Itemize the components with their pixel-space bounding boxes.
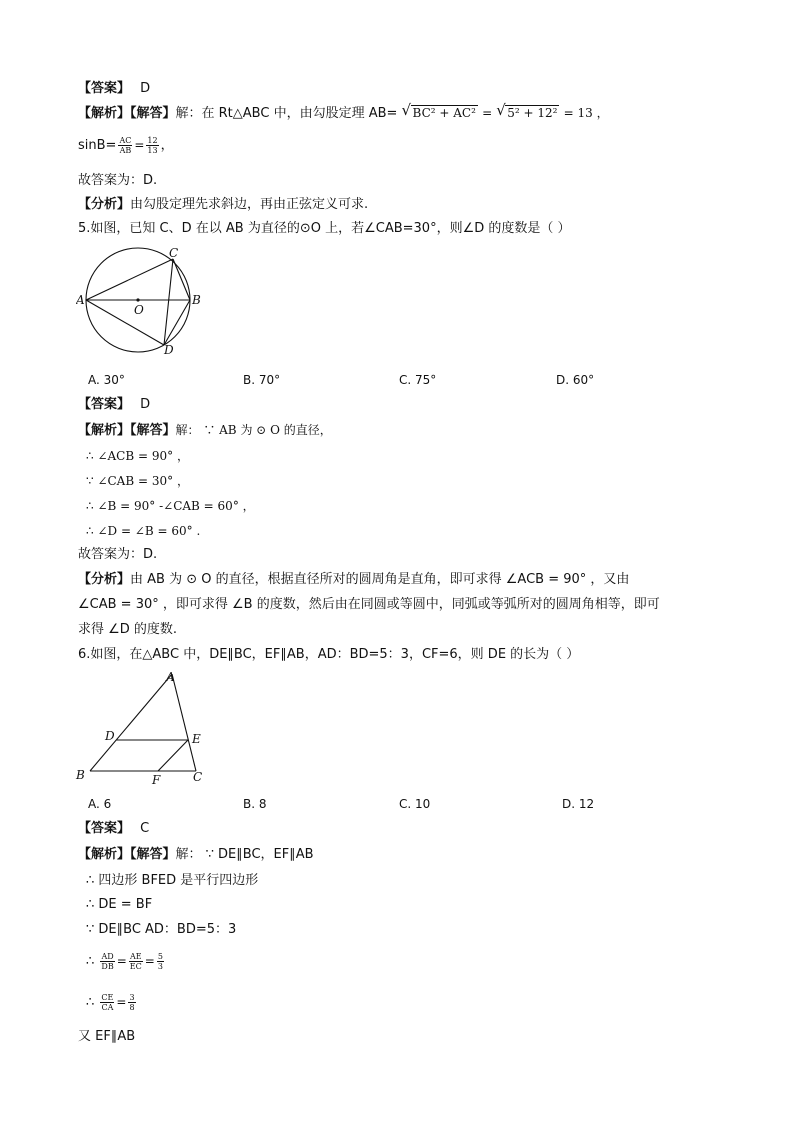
q6-step-3: ∵ DE∥BC AD：BD=5：3 <box>86 922 237 937</box>
q5-option-b: B. 70° <box>243 373 281 387</box>
fenxi-text: 由 AB 为 ⊙ O 的直径，根据直径所对的圆周角是直角，即可求得 ∠ACB = 90° ，又由 <box>130 572 630 587</box>
q6-analysis-line <box>78 846 314 864</box>
fraction-ce-ca: $\frac{CE}{CA}$ <box>101 993 114 1012</box>
q5-conclusion: 故答案为：D. <box>78 547 158 562</box>
q6-triangle-figure <box>74 668 214 790</box>
q4-analysis-line <box>78 101 609 123</box>
q5-analysis-line <box>78 421 332 440</box>
side-ac <box>172 674 196 771</box>
q4-answer-line <box>78 80 150 98</box>
q6-step-5: ∴ $\frac{CE}{CA}$ = $\frac{3}{8}$ <box>86 993 135 1012</box>
fraction-ac-ab: $\frac{AC}{AB}$ <box>119 136 132 155</box>
q5-step-1: ∴ ∠ACB = 90° ， <box>86 449 189 463</box>
segment-ad <box>86 300 164 345</box>
analysis-tag: 【解析】【解答】 <box>78 423 176 438</box>
q5-step-2: ∵ ∠CAB = 30° ， <box>86 474 189 488</box>
q5-answer-line <box>78 396 150 414</box>
analysis-text: 解： ∵ DE∥BC，EF∥AB <box>175 847 314 862</box>
q6-option-a: A. 6 <box>88 797 112 811</box>
q6-last-line: 又 EF∥AB <box>78 1029 136 1044</box>
fraction-ad-db: $\frac{AD}{DB}$ <box>101 952 114 971</box>
answer-tag: 【答案】 <box>78 397 131 412</box>
fraction-3-8: $\frac{3}{8}$ <box>129 993 135 1012</box>
equals-sign: = <box>134 138 145 152</box>
sqrt-expression-1: √ BC² + AC² <box>401 101 476 120</box>
equals-sign: = <box>482 106 493 120</box>
q5-fenxi-line-1 <box>78 571 629 589</box>
segment-ef <box>158 740 188 771</box>
side-ab <box>90 674 172 771</box>
q6-option-b: B. 8 <box>243 797 267 811</box>
q6-step-1: ∴ 四边形 BFED 是平行四边形 <box>86 873 259 888</box>
fenxi-text: 由勾股定理先求斜边，再由正弦定义可求. <box>130 197 369 212</box>
label-a: A <box>76 293 85 307</box>
q5-step-3: ∴ ∠B = 90° -∠CAB = 60° ， <box>86 499 255 513</box>
q6-step-4: ∴ $\frac{AD}{DB}$ = $\frac{AE}{EC}$ = $\frac{5}{3}$ <box>86 952 163 971</box>
fraction-ae-ec: $\frac{AE}{EC}$ <box>129 952 142 971</box>
fenxi-tag: 【分析】 <box>78 197 131 212</box>
label-o: O <box>134 303 144 317</box>
analysis-text: 解：在 Rt△ABC 中，由勾股定理 AB= <box>175 106 398 121</box>
q6-option-c: C. 10 <box>399 797 431 811</box>
result-text: = 13 ， <box>563 106 609 120</box>
q4-conclusion: 故答案为：D. <box>78 173 158 188</box>
q6-option-d: D. 12 <box>562 797 595 811</box>
answer-value: C <box>140 821 150 836</box>
q5-option-d: D. 60° <box>556 373 595 387</box>
label-a: A <box>166 670 175 684</box>
q5-option-c: C. 75° <box>399 373 437 387</box>
sqrt-expression-2: √ 5² + 12² <box>496 101 558 120</box>
comma: ， <box>160 138 174 153</box>
q5-question: 5.如图，已知 C、D 在以 AB 为直径的⊙O 上，若∠CAB=30°，则∠D 的度数是（ ） <box>78 221 571 236</box>
q5-fenxi-line-3: 求得 ∠D 的度数. <box>78 622 178 637</box>
answer-value: D <box>140 81 151 96</box>
q5-fenxi-line-2: ∠CAB = 30° ，即可求得 ∠B 的度数，然后由在同圆或等圆中，同弧或等弧所对的圆周角相等，即可 <box>78 597 660 612</box>
q5-step-4: ∴ ∠D = ∠B = 60° . <box>86 524 201 538</box>
label-c: C <box>193 770 203 784</box>
analysis-text: 解： ∵ AB 为 ⊙ O 的直径， <box>175 423 332 437</box>
answer-tag: 【答案】 <box>78 81 131 96</box>
label-d: D <box>164 343 174 357</box>
label-e: E <box>192 732 201 746</box>
fenxi-tag: 【分析】 <box>78 572 131 587</box>
analysis-tag: 【解析】【解答】 <box>78 106 176 121</box>
q6-answer-line <box>78 820 149 838</box>
fraction-5-3: $\frac{5}{3}$ <box>157 952 163 971</box>
answer-tag: 【答案】 <box>78 821 131 836</box>
answer-value: D <box>140 397 151 412</box>
q5-circle-figure <box>76 246 204 358</box>
label-f: F <box>152 773 161 787</box>
fraction-12-13: $\frac{12}{13}$ <box>147 136 158 155</box>
q4-fenxi-line <box>78 196 368 214</box>
q5-option-a: A. 30° <box>88 373 125 387</box>
center-point <box>136 298 139 301</box>
label-d: D <box>105 729 115 743</box>
label-c: C <box>169 246 179 260</box>
q4-sin-line <box>78 136 174 155</box>
q6-question: 6.如图，在△ABC 中，DE∥BC，EF∥AB，AD：BD=5：3，CF=6，则 DE 的长为（ ） <box>78 647 580 662</box>
analysis-tag: 【解析】【解答】 <box>78 847 176 862</box>
sin-label: sinB= <box>78 138 117 153</box>
segment-cb <box>173 259 190 300</box>
label-b: B <box>76 768 85 782</box>
label-b: B <box>192 293 201 307</box>
q6-step-2: ∴ DE = BF <box>86 897 153 912</box>
